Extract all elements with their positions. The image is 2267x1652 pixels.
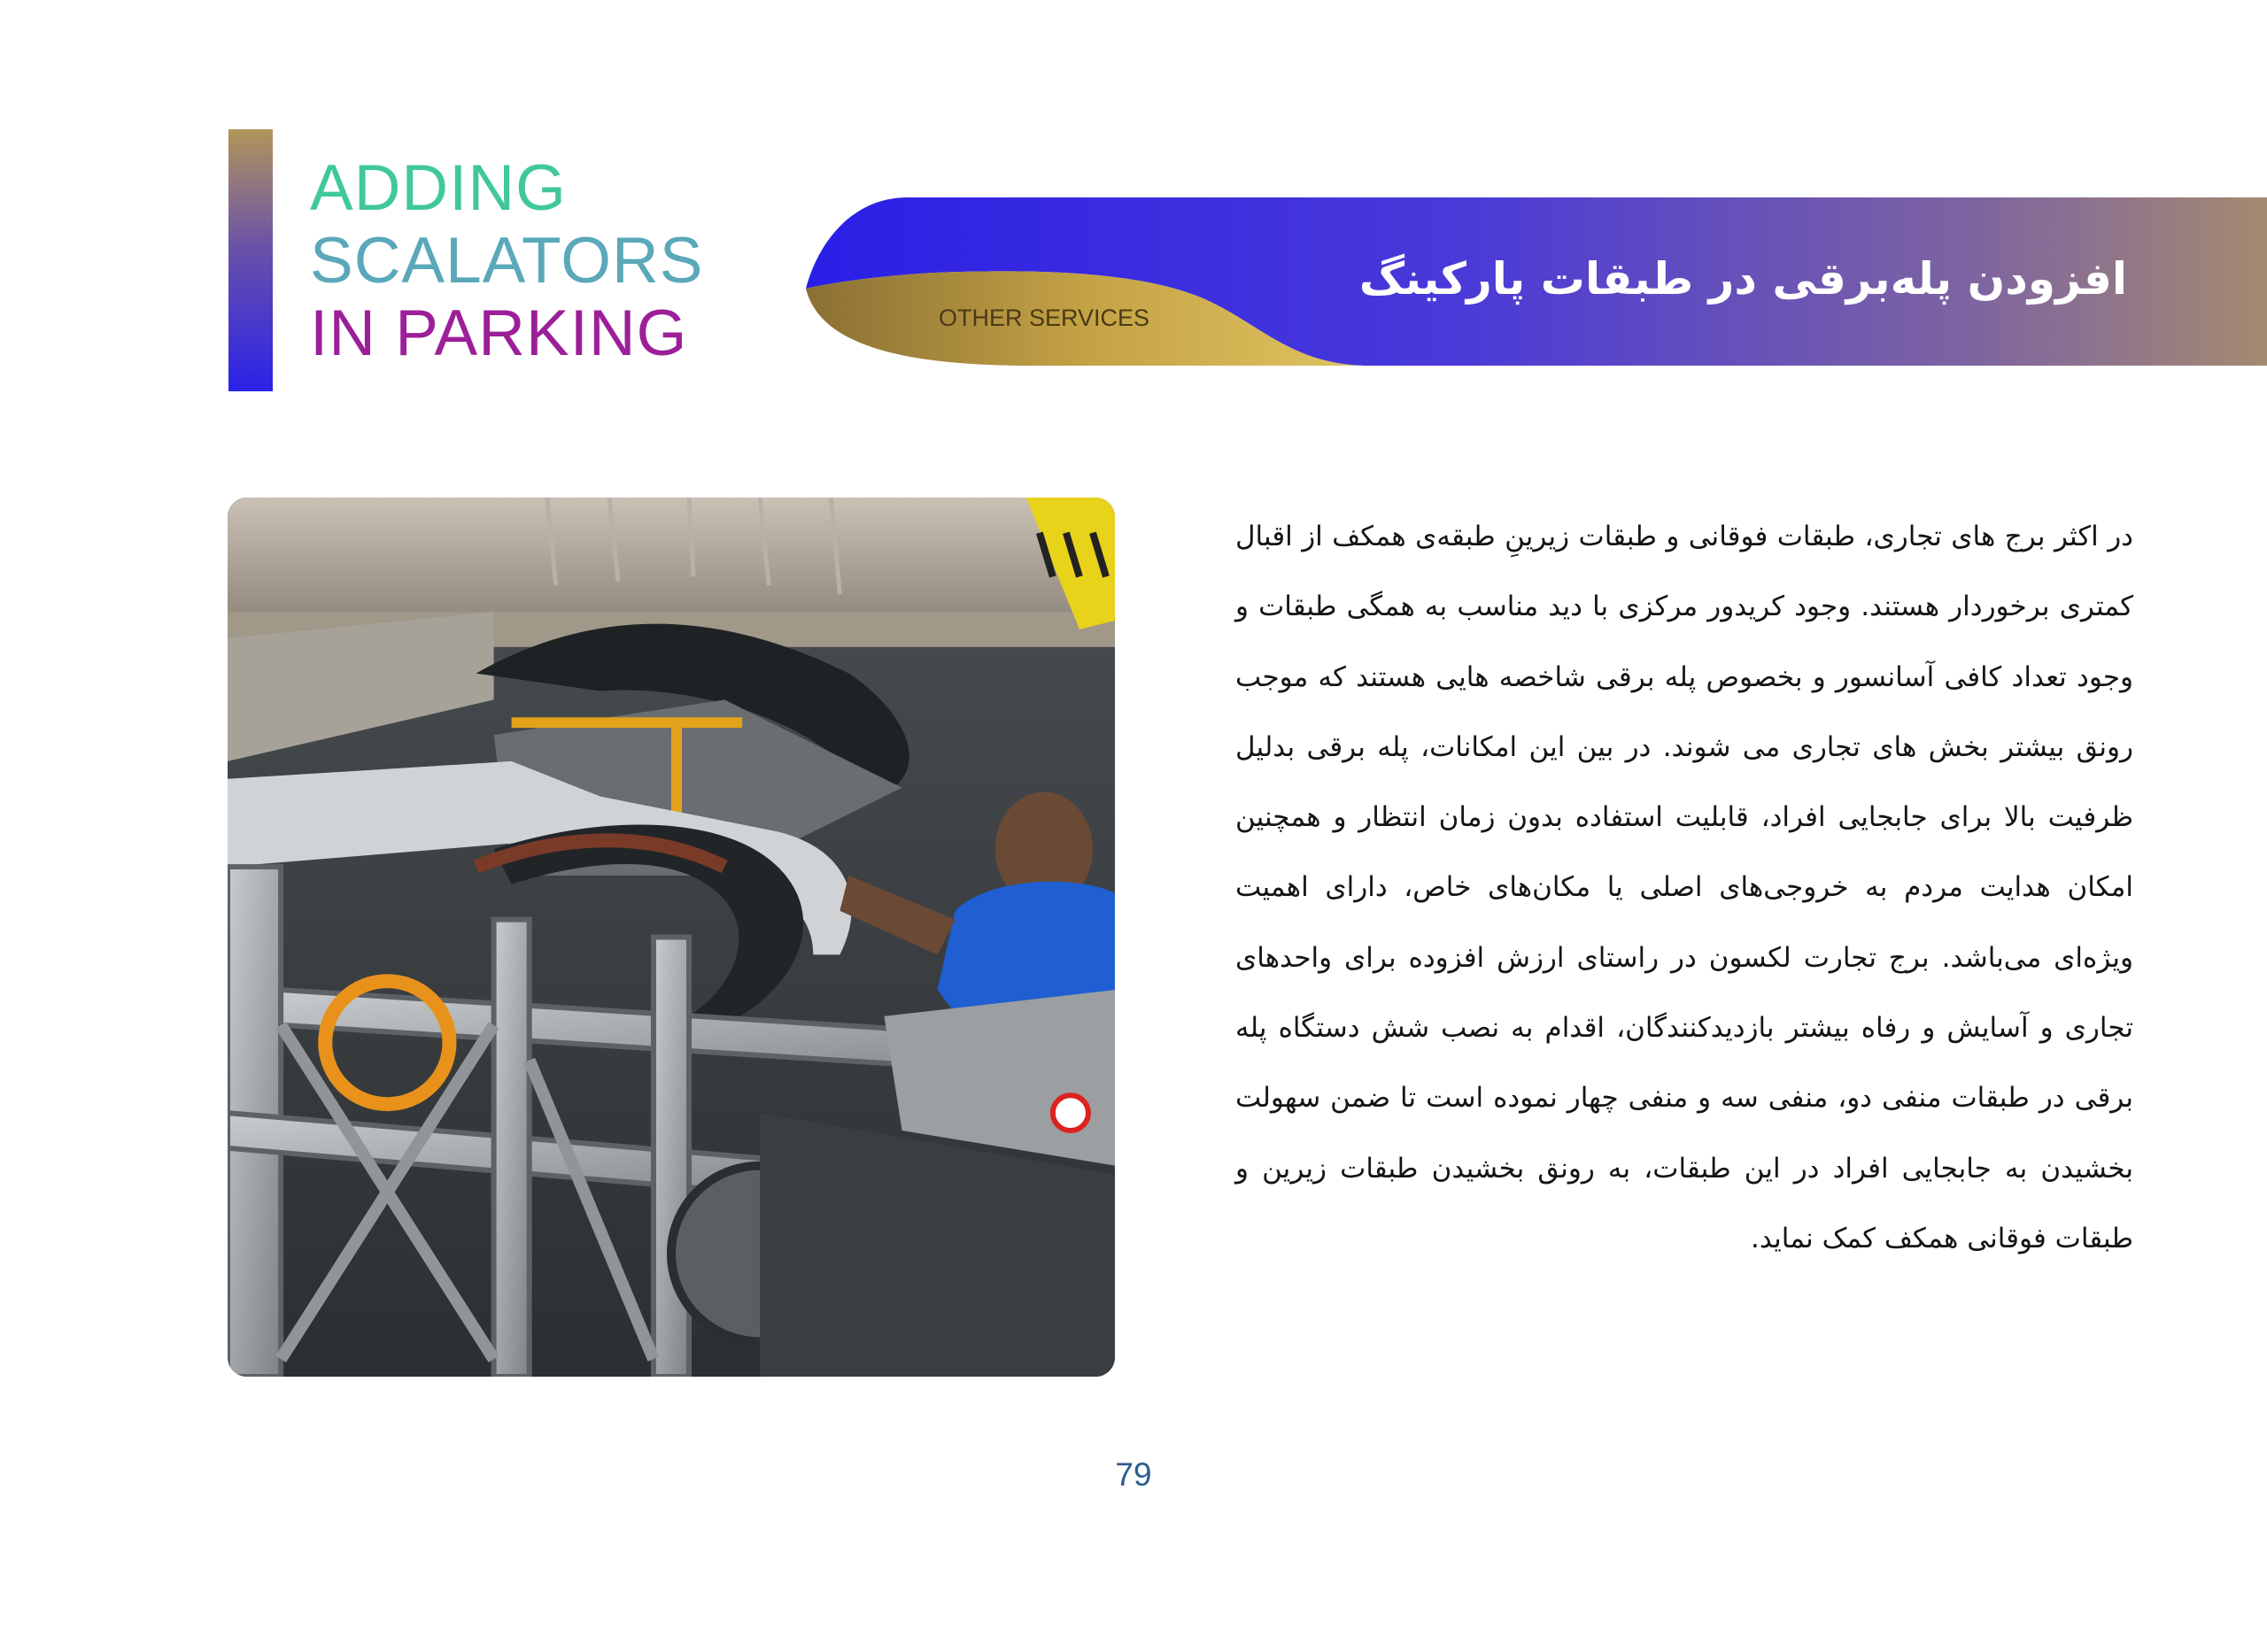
page-number: 79	[1115, 1456, 1152, 1493]
escalator-installation-photo	[228, 498, 1115, 1377]
english-title-line-1: ADDING	[310, 152, 567, 224]
title-accent-bar	[228, 129, 273, 391]
persian-title: افزودن پله‌برقی در طبقات پارکینگ	[1358, 253, 2127, 305]
english-title	[310, 152, 703, 370]
section-label: OTHER SERVICES	[939, 305, 1150, 331]
english-title-line-2: SCALATORS	[310, 225, 704, 297]
body-paragraph: در اکثر برج های تجاری، طبقات فوقانی و طبقات زیرینِ طبقه‌ی همکف از اقبال کمتری برخوردار هستند. وجود کریدور مرکزی با دید مناسب به همگی طبقات و وجود تعداد کافی آسانسور و بخصوص پله برقی شاخصه هایی هستند که موجب رونق بیشتر بخش های تجاری می شوند. در بین این امکانات، پله برقی بدلیل ظرفیت بالا برای جابجایی افراد، قابلیت استفاده بدون زمان انتظار و همچنین امکان هدایت مردم به خروجی‌های اصلی یا مکان‌های خاص، دارای اهمیت ویژه‌ای می‌باشد. برج تجارت لکسون در راستای ارزش افزوده برای واحدهای تجاری و آسایش و رفاه بیشتر بازدیدکنندگان، اقدام به نصب شش دستگاه پله برقی در طبقات منفی دو، منفی سه و منفی چهار نموده است تا ضمن سهولت بخشیدن به جابجایی افراد در این طبقات، به رونق بخشیدن طبقات زیرین و طبقات فوقانی همکف کمک نماید.	[1235, 521, 2133, 1254]
english-title-line-3: IN PARKING	[310, 297, 688, 369]
